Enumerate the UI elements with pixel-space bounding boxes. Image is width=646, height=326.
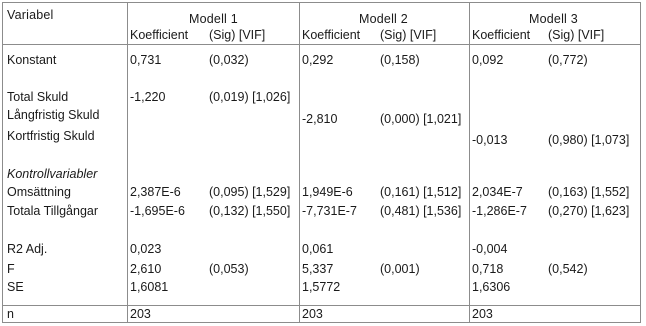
model-3-header: Modell 3: [529, 12, 578, 26]
column-divider: [469, 3, 470, 322]
row-label-omsattning: Omsättning: [7, 185, 71, 199]
regression-table: [2, 2, 641, 323]
cell-konstant-m3-sig: (0,772): [548, 53, 588, 67]
cell-omsattning-m3-coef: 2,034E-7: [472, 185, 523, 199]
row-label-se: SE: [7, 280, 24, 294]
cell-omsattning-m2-sig: (0,161) [1,512]: [380, 185, 462, 199]
cell-tillgangar-m1-coef: -1,695E-6: [130, 204, 185, 218]
cell-konstant-m3-coef: 0,092: [472, 53, 504, 67]
cell-konstant-m1-coef: 0,731: [130, 53, 162, 67]
cell-r2-m2: 0,061: [302, 242, 334, 256]
cell-f-m1-coef: 2,610: [130, 262, 162, 276]
cell-n-m3: 203: [472, 307, 493, 321]
cell-total-skuld-m1-coef: -1,220: [130, 90, 166, 104]
cell-tillgangar-m2-sig: (0,481) [1,536]: [380, 204, 462, 218]
cell-tillgangar-m2-coef: -7,731E-7: [302, 204, 357, 218]
sig-header-2: (Sig) [VIF]: [380, 28, 437, 42]
cell-se-m1: 1,6081: [130, 280, 169, 294]
cell-n-m1: 203: [130, 307, 151, 321]
row-label-n: n: [7, 307, 14, 321]
cell-se-m3: 1,6306: [472, 280, 511, 294]
cell-kortfristig-m3-sig: (0,980) [1,073]: [548, 133, 630, 147]
cell-total-skuld-m1-sig: (0,019) [1,026]: [209, 90, 291, 104]
column-divider: [299, 3, 300, 322]
cell-r2-m1: 0,023: [130, 242, 162, 256]
row-label-langfristig-skuld: Långfristig Skuld: [7, 108, 100, 122]
cell-kortfristig-m3-coef: -0,013: [472, 133, 508, 147]
row-label-totala-tillgangar: Totala Tillgångar: [7, 204, 99, 218]
cell-langfristig-m2-coef: -2,810: [302, 112, 338, 126]
model-1-header: Modell 1: [189, 12, 238, 26]
cell-f-m2-sig: (0,001): [380, 262, 420, 276]
cell-omsattning-m2-coef: 1,949E-6: [302, 185, 353, 199]
row-label-r2-adj: R2 Adj.: [7, 242, 48, 256]
coef-header-1: Koefficient: [130, 28, 189, 42]
cell-tillgangar-m3-sig: (0,270) [1,623]: [548, 204, 630, 218]
row-label-kortfristig-skuld: Kortfristig Skuld: [7, 129, 95, 143]
row-label-f: F: [7, 262, 15, 276]
section-label-kontrollvariabler: Kontrollvariabler: [7, 167, 98, 181]
column-divider: [127, 3, 128, 322]
cell-f-m1-sig: (0,053): [209, 262, 249, 276]
header-divider: [3, 44, 640, 45]
cell-tillgangar-m3-coef: -1,286E-7: [472, 204, 527, 218]
cell-n-m2: 203: [302, 307, 323, 321]
coef-header-2: Koefficient: [302, 28, 361, 42]
cell-konstant-m2-coef: 0,292: [302, 53, 334, 67]
row-label-konstant: Konstant: [7, 53, 57, 67]
variable-header: Variabel: [7, 8, 54, 22]
cell-langfristig-m2-sig: (0,000) [1,021]: [380, 112, 462, 126]
sig-header-1: (Sig) [VIF]: [209, 28, 266, 42]
footer-divider: [3, 305, 640, 306]
cell-f-m3-coef: 0,718: [472, 262, 504, 276]
cell-se-m2: 1,5772: [302, 280, 341, 294]
cell-r2-m3: -0,004: [472, 242, 508, 256]
row-label-total-skuld: Total Skuld: [7, 90, 69, 104]
coef-header-3: Koefficient: [472, 28, 531, 42]
cell-omsattning-m3-sig: (0,163) [1,552]: [548, 185, 630, 199]
cell-konstant-m1-sig: (0,032): [209, 53, 249, 67]
cell-f-m2-coef: 5,337: [302, 262, 334, 276]
cell-omsattning-m1-coef: 2,387E-6: [130, 185, 181, 199]
model-2-header: Modell 2: [359, 12, 408, 26]
sig-header-3: (Sig) [VIF]: [548, 28, 605, 42]
cell-tillgangar-m1-sig: (0,132) [1,550]: [209, 204, 291, 218]
cell-omsattning-m1-sig: (0,095) [1,529]: [209, 185, 291, 199]
cell-f-m3-sig: (0,542): [548, 262, 588, 276]
cell-konstant-m2-sig: (0,158): [380, 53, 420, 67]
